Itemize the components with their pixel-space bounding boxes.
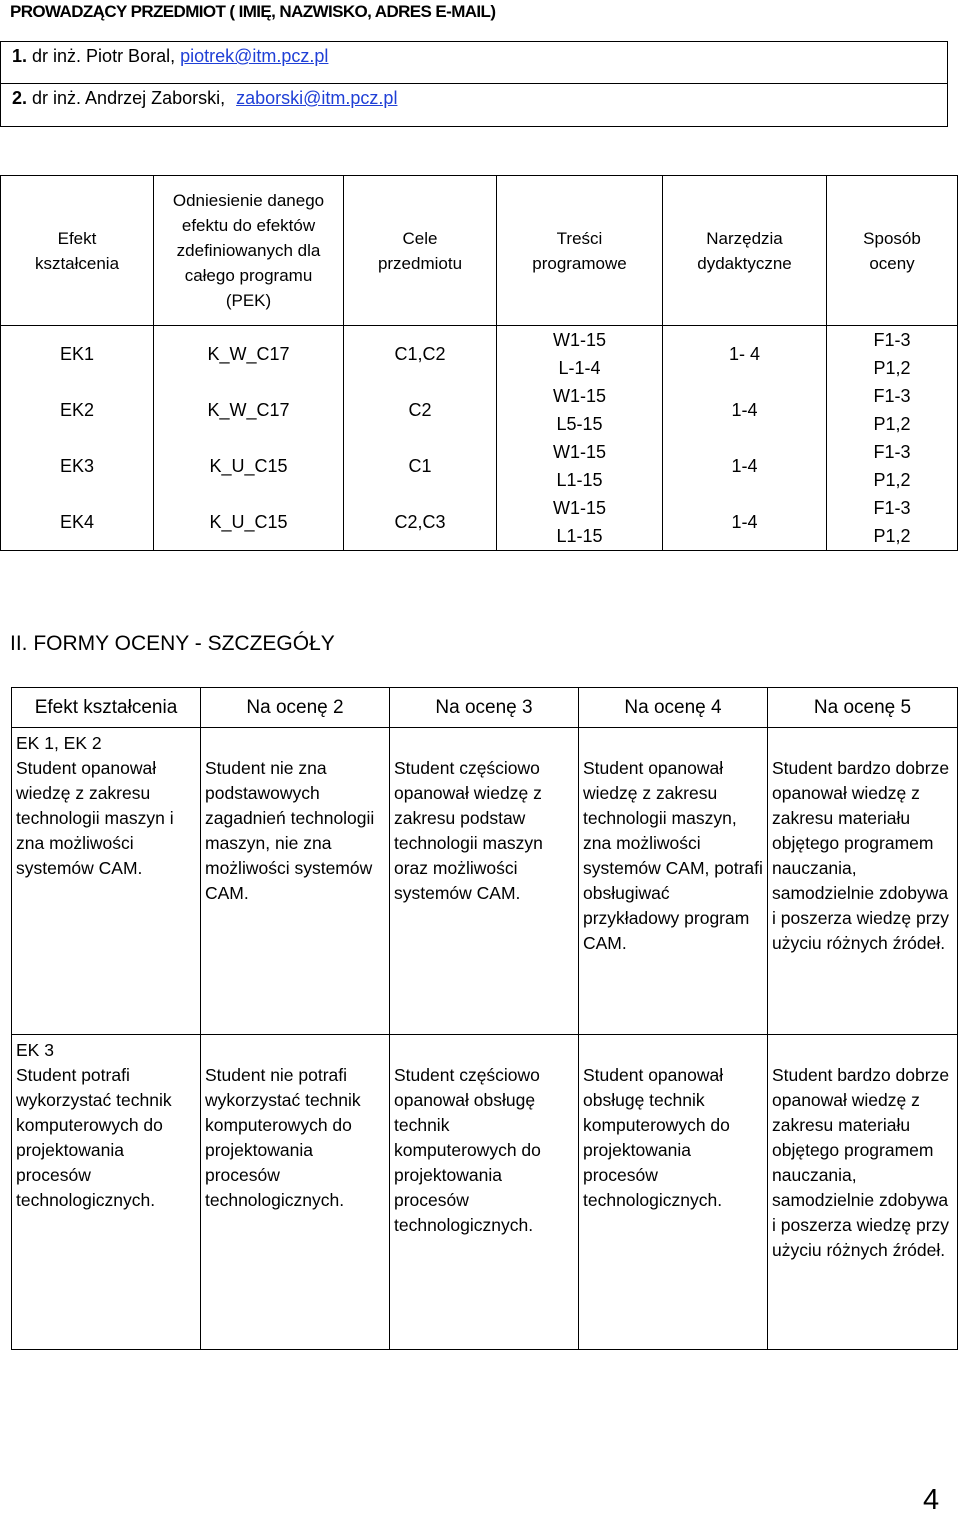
cell-grade-5 — [768, 728, 958, 1035]
teacher-name: dr inż. Piotr Boral, — [32, 46, 176, 66]
teacher-row — [1, 42, 947, 84]
grading-table — [11, 687, 958, 1350]
cell-goals: C1 — [344, 438, 497, 494]
contents-line: L5-15 — [556, 414, 603, 434]
grade-description: Student opanował wiedzę z zakresu technologii maszyn, zna możliwości systemów CAM, potrafi obsługiwać przykładowy program CAM. — [583, 758, 763, 953]
table-row — [12, 1035, 958, 1350]
cell-assessment — [827, 382, 958, 438]
cell-grade-2 — [201, 728, 390, 1035]
grade-description: Student częściowo opanował wiedzę z zakresu podstaw technologii maszyn oraz możliwości systemów CAM. — [394, 758, 543, 903]
teacher-email-link[interactable]: piotrek@itm.pcz.pl — [180, 46, 329, 66]
table-row — [1, 438, 958, 494]
cell-effect: EK2 — [1, 382, 154, 438]
cell-goals: C1,C2 — [344, 326, 497, 383]
grade-description: Student bardzo dobrze opanował wiedzę z zakresu materiału objętego programem nauczania, samodzielnie zdobywa i poszerza wiedzę przy użyciu różnych źródeł. — [772, 758, 950, 953]
effect-code: EK 1, EK 2 — [16, 733, 102, 753]
cell-grade-3 — [390, 1035, 579, 1350]
col-header-grade-3: Na ocenę 3 — [390, 688, 579, 728]
assessment-line: F1-3 — [873, 386, 911, 406]
col-header-tools: Narzędzia dydaktyczne — [663, 176, 827, 326]
grade-description: Student częściowo opanował obsługę technik komputerowych do projektowania procesów technologicznych. — [394, 1065, 541, 1235]
assessment-line: F1-3 — [873, 498, 911, 518]
effects-table — [0, 175, 958, 551]
grading-table-header — [12, 688, 958, 728]
effect-description: Student potrafi wykorzystać technik komputerowych do projektowania procesów technologicznych. — [16, 1065, 172, 1210]
contents-line: W1-15 — [552, 498, 606, 518]
section-heading: II. FORMY OCENY - SZCZEGÓŁY — [10, 632, 335, 655]
cell-effect: EK1 — [1, 326, 154, 383]
col-header-grade-5: Na ocenę 5 — [768, 688, 958, 728]
contents-line: L1-15 — [556, 470, 603, 490]
cell-grade-5 — [768, 1035, 958, 1350]
contents-line: W1-15 — [552, 442, 606, 462]
cell-effect: EK3 — [1, 438, 154, 494]
cell-grade-3 — [390, 728, 579, 1035]
col-header-grade-4: Na ocenę 4 — [579, 688, 768, 728]
teacher-name: dr inż. Andrzej Zaborski, — [32, 88, 226, 108]
contents-line: W1-15 — [552, 386, 606, 406]
col-header-contents: Treści programowe — [497, 176, 663, 326]
assessment-line: P1,2 — [873, 470, 911, 490]
cell-tools: 1- 4 — [663, 326, 827, 383]
teacher-list — [0, 41, 948, 127]
cell-pek: K_W_C17 — [154, 382, 344, 438]
teacher-row — [1, 84, 947, 126]
cell-tools: 1-4 — [663, 382, 827, 438]
col-header-pek: Odniesienie danego efektu do efektów zdefiniowanych dla całego programu (PEK) — [154, 176, 344, 326]
grade-description: Student nie zna podstawowych zagadnień technologii maszyn, nie zna możliwości systemów CAM. — [205, 758, 375, 903]
assessment-line: P1,2 — [873, 526, 911, 546]
page-number: 4 — [923, 1484, 940, 1516]
assessment-line: P1,2 — [873, 414, 911, 434]
teacher-number: 2. — [12, 88, 28, 108]
cell-effect: EK4 — [1, 494, 154, 551]
teacher-email-link[interactable]: zaborski@itm.pcz.pl — [236, 88, 398, 108]
assessment-line: F1-3 — [873, 330, 911, 350]
cell-goals: C2 — [344, 382, 497, 438]
cell-effect — [12, 1035, 201, 1350]
effect-description: Student opanował wiedzę z zakresu technologii maszyn i zna możliwości systemów CAM. — [16, 758, 174, 878]
col-header-assessment: Sposób oceny — [827, 176, 958, 326]
cell-goals: C2,C3 — [344, 494, 497, 551]
contents-line: L1-15 — [556, 526, 603, 546]
cell-pek: K_U_C15 — [154, 494, 344, 551]
cell-grade-4 — [579, 728, 768, 1035]
cell-tools: 1-4 — [663, 494, 827, 551]
assessment-line: P1,2 — [873, 358, 911, 378]
cell-contents — [497, 494, 663, 551]
effects-table-header — [1, 176, 958, 326]
cell-grade-2 — [201, 1035, 390, 1350]
section-title: PROWADZĄCY PRZEDMIOT ( IMIĘ, NAZWISKO, ADRES E-MAIL) — [10, 2, 496, 21]
col-header-effect: Efekt kształcenia — [1, 176, 154, 326]
effect-code: EK 3 — [16, 1040, 54, 1060]
cell-tools: 1-4 — [663, 438, 827, 494]
cell-contents — [497, 326, 663, 383]
cell-contents — [497, 438, 663, 494]
grade-description: Student bardzo dobrze opanował wiedzę z zakresu materiału objętego programem nauczania, samodzielnie zdobywa i poszerza wiedzę przy użyciu różnych źródeł. — [772, 1065, 950, 1260]
cell-pek: K_U_C15 — [154, 438, 344, 494]
cell-grade-4 — [579, 1035, 768, 1350]
cell-contents — [497, 382, 663, 438]
grade-description: Student opanował obsługę technik komputerowych do projektowania procesów technologicznych. — [583, 1065, 730, 1210]
contents-line: L-1-4 — [558, 358, 601, 378]
cell-pek: K_W_C17 — [154, 326, 344, 383]
contents-line: W1-15 — [552, 330, 606, 350]
table-row — [1, 494, 958, 551]
cell-assessment — [827, 326, 958, 383]
table-row — [12, 728, 958, 1035]
cell-assessment — [827, 438, 958, 494]
col-header-grade-2: Na ocenę 2 — [201, 688, 390, 728]
cell-effect — [12, 728, 201, 1035]
col-header-effect: Efekt kształcenia — [12, 688, 201, 728]
grade-description: Student nie potrafi wykorzystać technik komputerowych do projektowania procesów technologicznych. — [205, 1065, 361, 1210]
table-row — [1, 326, 958, 383]
cell-assessment — [827, 494, 958, 551]
assessment-line: F1-3 — [873, 442, 911, 462]
teacher-number: 1. — [12, 46, 28, 66]
col-header-goals: Cele przedmiotu — [344, 176, 497, 326]
table-row — [1, 382, 958, 438]
